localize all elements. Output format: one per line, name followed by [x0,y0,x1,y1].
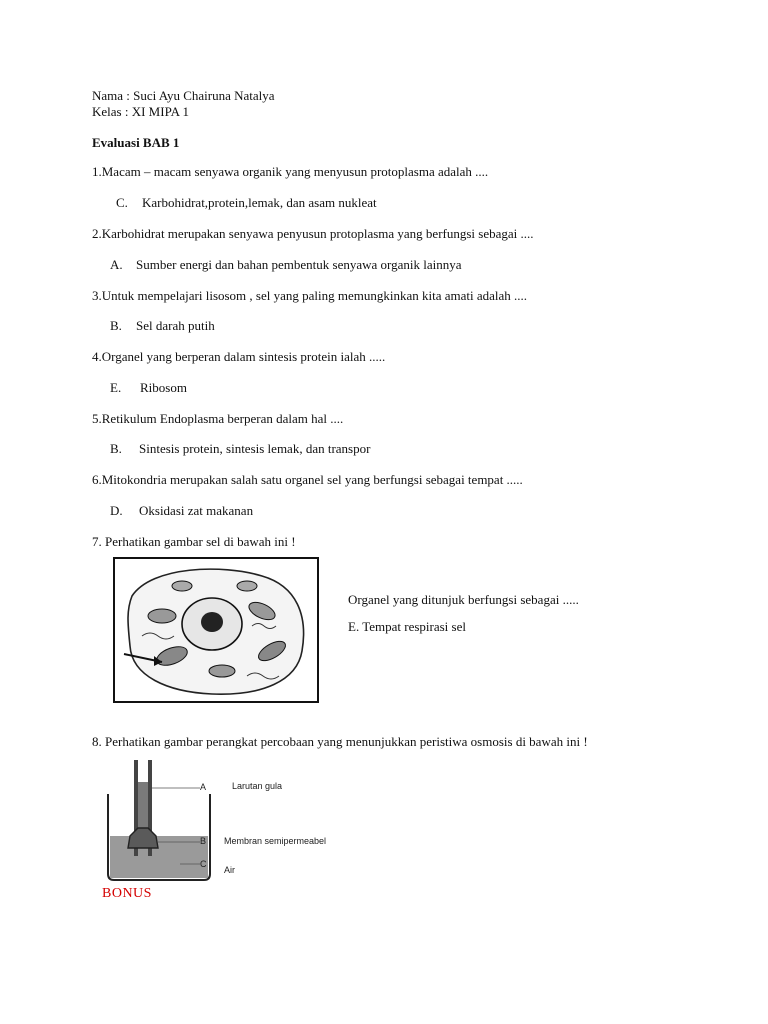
question-4: 4.Organel yang berperan dalam sintesis protein ialah ..... [92,349,386,364]
answer-5 [110,441,370,457]
answer-text: Oksidasi zat makanan [139,503,254,518]
answer-letter: A. [110,257,123,272]
answer-4 [110,380,187,396]
question-1: 1.Macam – macam senyawa organik yang menyusun protoplasma adalah .... [92,164,489,179]
label-air: Air [224,865,235,875]
cell-diagram-image [112,556,320,704]
answer-letter: B. [110,441,122,456]
label-a: A [200,782,207,792]
answer-text: Sintesis protein, sintesis lemak, dan transpor [139,441,371,456]
answer-text: Sumber energi dan bahan pembentuk senyawa organik lainnya [136,257,462,272]
answer-1 [116,195,377,211]
question-7-side-text: Organel yang ditunjuk berfungsi sebagai ..... [348,592,579,607]
student-name: Nama : Suci Ayu Chairuna Natalya [92,88,275,103]
answer-7: E. Tempat respirasi sel [348,619,466,634]
student-class: Kelas : XI MIPA 1 [92,104,190,119]
question-8: 8. Perhatikan gambar perangkat percobaan yang menunjukkan peristiwa osmosis di bawah ini ! [92,734,588,749]
answer-letter: C. [116,195,128,210]
answer-text: Sel darah putih [136,318,215,333]
question-5: 5.Retikulum Endoplasma berperan dalam hal .... [92,411,344,426]
question-6: 6.Mitokondria merupakan salah satu organel sel yang berfungsi sebagai tempat ..... [92,472,523,487]
label-larutan-gula: Larutan gula [232,781,283,791]
label-c: C [200,859,207,869]
answer-letter: D. [110,503,123,518]
question-3: 3.Untuk mempelajari lisosom , sel yang paling memungkinkan kita amati adalah .... [92,288,528,303]
answer-text: Ribosom [140,380,187,395]
answer-text: Karbohidrat,protein,lemak, dan asam nukleat [142,195,377,210]
answer-letter: E. [110,380,122,395]
question-7: 7. Perhatikan gambar sel di bawah ini ! [92,534,296,549]
answer-letter: B. [110,318,122,333]
answer-3 [110,318,215,334]
answer-6 [110,503,253,519]
question-2: 2.Karbohidrat merupakan senyawa penyusun protoplasma yang berfungsi sebagai .... [92,226,534,241]
label-membran: Membran semipermeabel [224,836,327,846]
label-b: B [200,836,207,846]
bonus-label: BONUS [102,886,152,901]
page-title: Evaluasi BAB 1 [92,135,180,150]
answer-2 [110,257,462,273]
